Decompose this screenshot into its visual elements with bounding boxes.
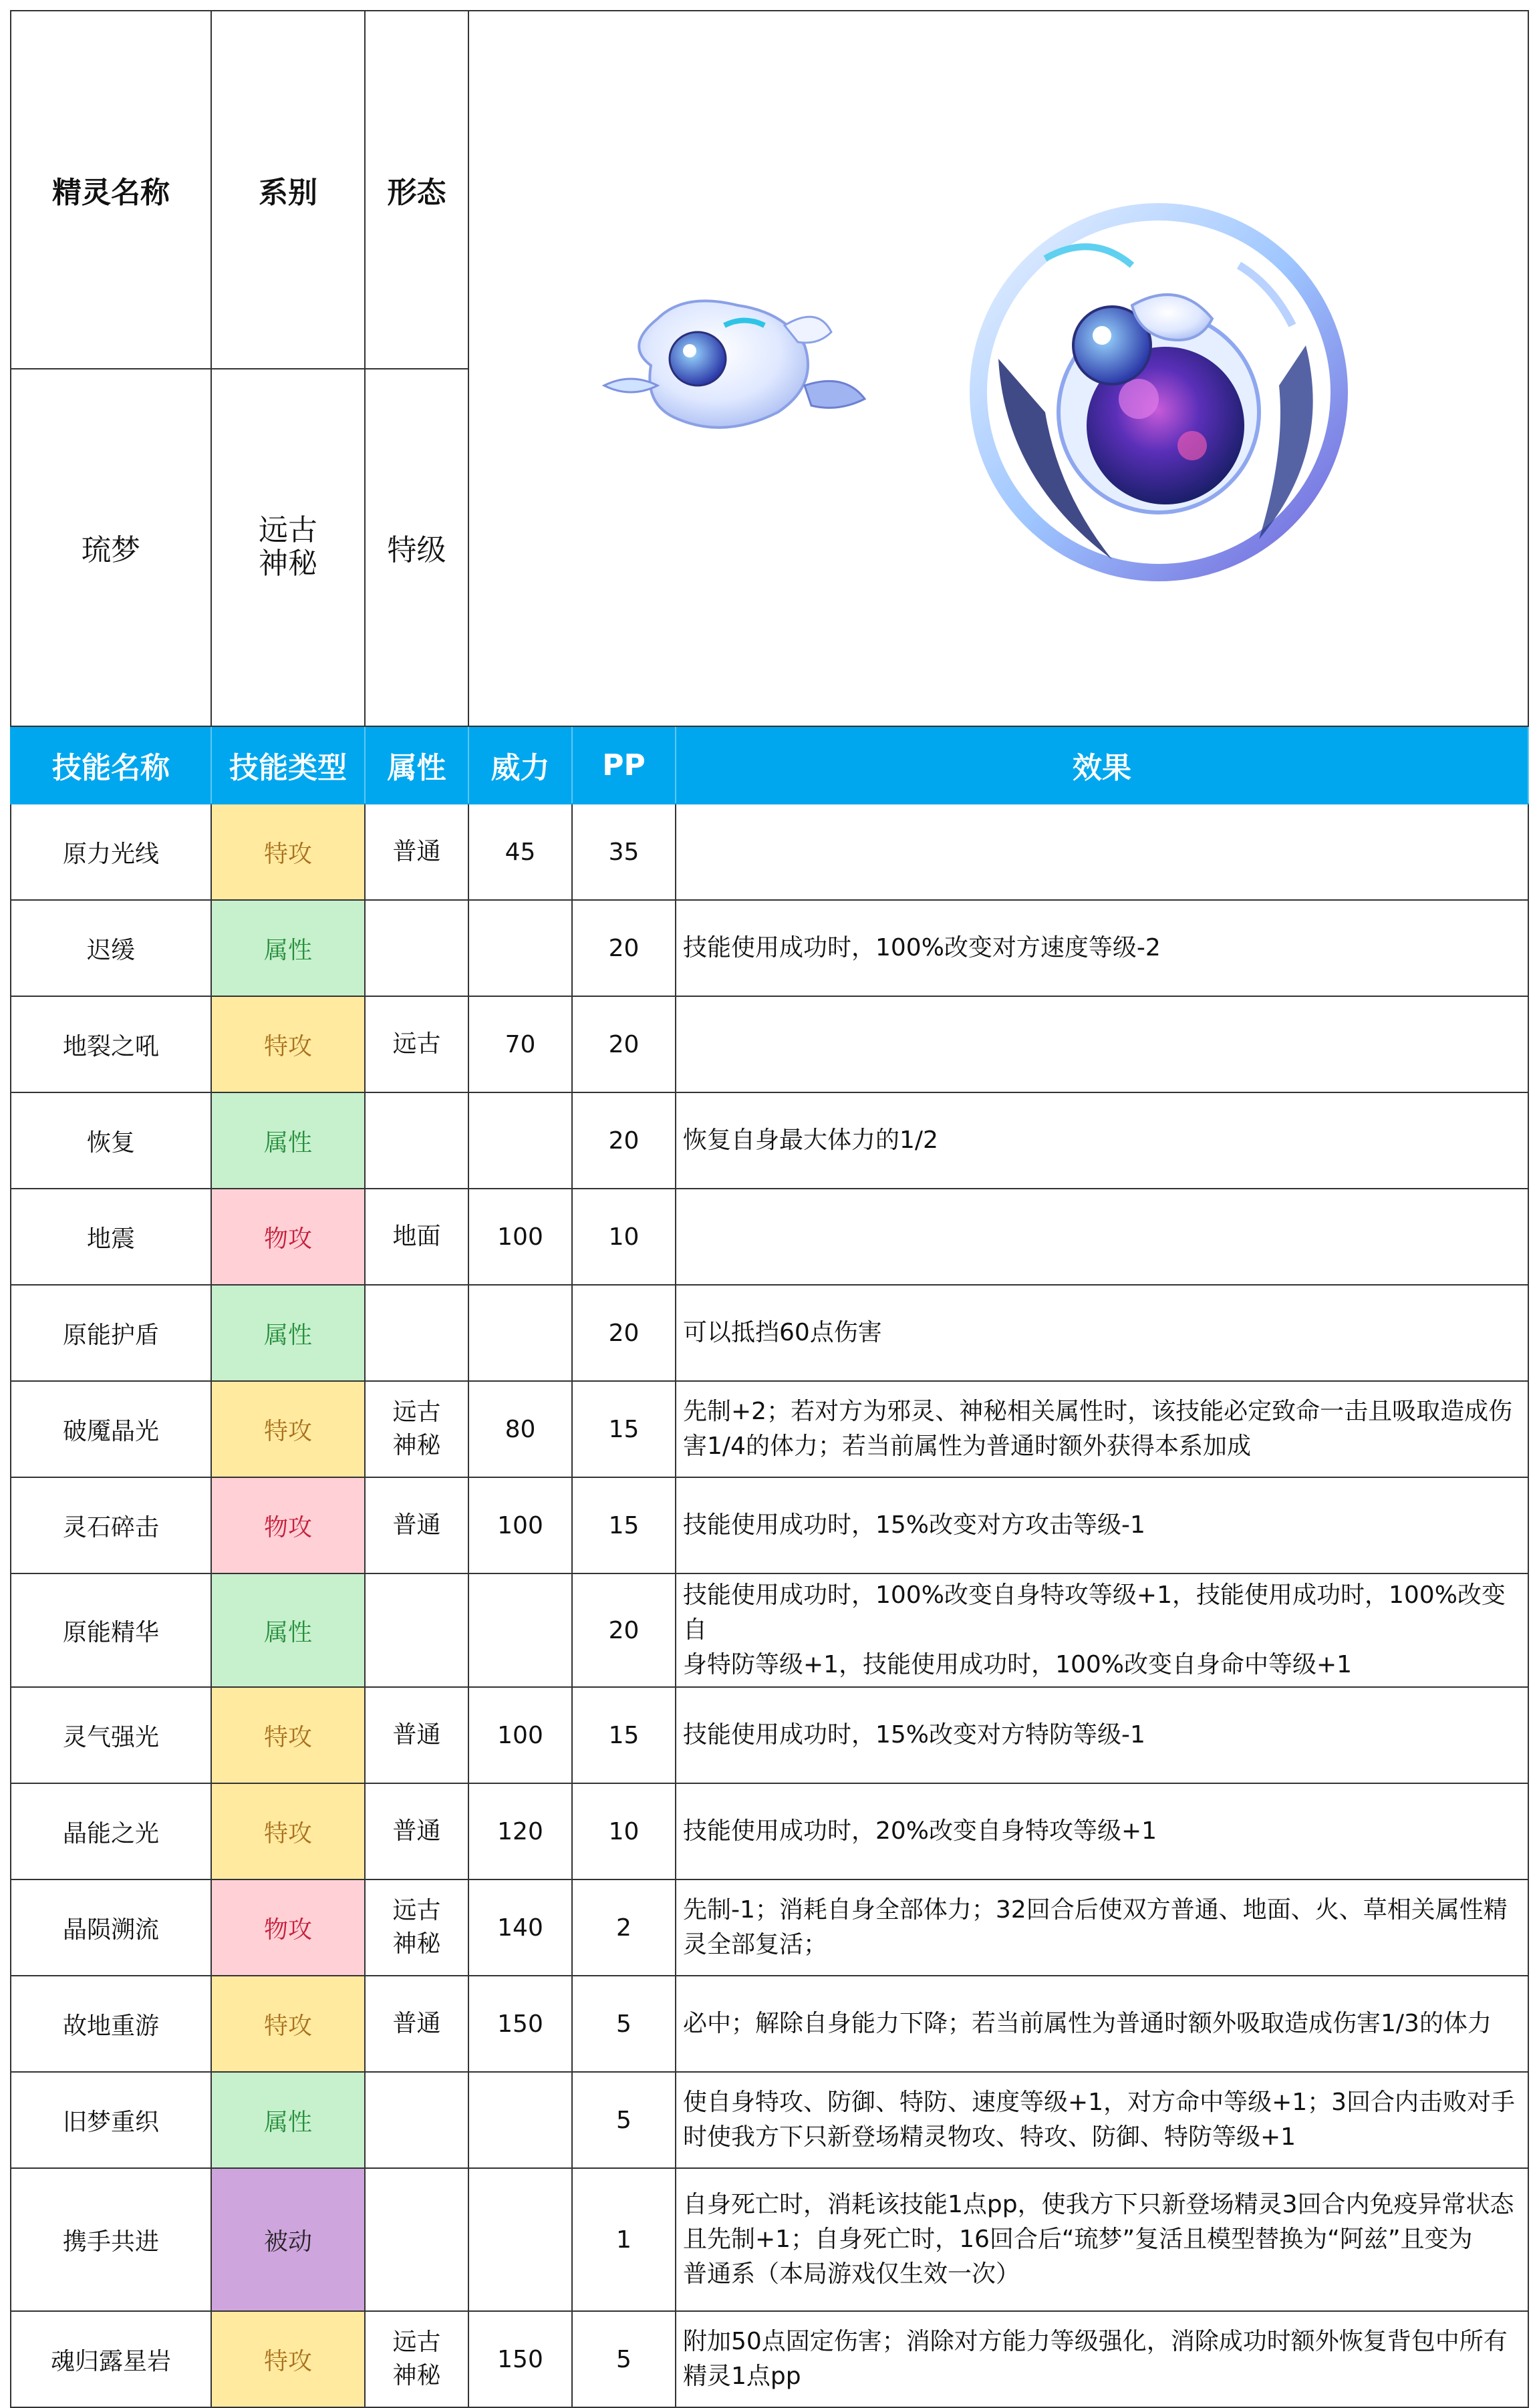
skill-name: 破魇晶光	[11, 1381, 211, 1477]
skill-name: 灵气强光	[11, 1687, 211, 1783]
skill-attr-1: 地面	[392, 1223, 441, 1250]
skill-attr-2: 神秘	[392, 1930, 441, 1958]
series-line-2: 神秘	[259, 547, 317, 581]
skill-power	[468, 2168, 572, 2311]
skill-effect	[676, 996, 1528, 1092]
header-sprite-name: 精灵名称	[11, 11, 211, 369]
skill-row	[11, 1092, 1528, 1189]
skill-power: 80	[468, 1381, 572, 1477]
skill-type: 被动	[211, 2168, 365, 2311]
skill-attr	[365, 2168, 468, 2311]
skill-effect-line-1: 技能使用成功时，100%改变对方速度等级-2	[683, 934, 1161, 961]
skill-effect	[676, 1285, 1528, 1381]
skill-row	[11, 900, 1528, 996]
skill-power: 45	[468, 804, 572, 900]
skill-name: 晶能之光	[11, 1783, 211, 1879]
skill-row	[11, 1687, 1528, 1783]
skill-row	[11, 1879, 1528, 1976]
skill-attr-1: 普通	[392, 1817, 441, 1845]
skill-attr	[365, 1092, 468, 1189]
skill-effect-line-1: 附加50点固定伤害；消除对方能力等级强化，消除成功时额外恢复背包中所有	[683, 2328, 1508, 2355]
skill-attr	[365, 1381, 468, 1477]
skill-attr-1: 普通	[392, 1721, 441, 1749]
skill-type: 属性	[211, 1573, 365, 1687]
skill-attr	[365, 996, 468, 1092]
skill-attr-1: 普通	[392, 838, 441, 865]
sprite-table	[10, 10, 1529, 2408]
sprite-name: 琉梦	[11, 369, 211, 727]
skill-power: 100	[468, 1189, 572, 1285]
large-creature-icon	[978, 212, 1339, 573]
skill-attr	[365, 1976, 468, 2072]
skill-type: 特攻	[211, 804, 365, 900]
skill-effect	[676, 1477, 1528, 1573]
skill-attr-1: 远古	[392, 1030, 441, 1058]
skill-header-effect: 效果	[676, 726, 1528, 804]
skill-effect	[676, 1092, 1528, 1189]
skill-name: 迟缓	[11, 900, 211, 996]
skill-attr-1: 远古	[392, 2328, 441, 2356]
skill-pp: 5	[572, 1976, 676, 2072]
skill-effect	[676, 2168, 1528, 2311]
skill-power	[468, 2072, 572, 2168]
skill-header-attr: 属性	[365, 726, 468, 804]
skill-attr	[365, 1189, 468, 1285]
skill-effect-line-1: 先制-1；消耗自身全部体力；32回合后使双方普通、地面、火、草相关属性精	[683, 1896, 1508, 1924]
skill-effect-line-3: 普通系（本局游戏仅生效一次）	[683, 2260, 1020, 2288]
skill-pp: 20	[572, 1092, 676, 1189]
skill-power	[468, 900, 572, 996]
skill-effect-line-1: 先制+2；若对方为邪灵、神秘相关属性时，该技能必定致命一击且吸取造成伤	[683, 1398, 1513, 1425]
skill-row	[11, 1381, 1528, 1477]
skill-effect-line-1: 自身死亡时，消耗该技能1点pp，使我方下只新登场精灵3回合内免疫异常状态	[683, 2191, 1514, 2218]
skill-power: 100	[468, 1477, 572, 1573]
skill-type: 特攻	[211, 1783, 365, 1879]
skill-type: 特攻	[211, 1381, 365, 1477]
skill-type: 特攻	[211, 1687, 365, 1783]
skill-effect	[676, 1687, 1528, 1783]
skill-row	[11, 1783, 1528, 1879]
series-line-1: 远古	[259, 513, 317, 548]
skill-header-pp: PP	[572, 726, 676, 804]
skill-name: 地裂之吼	[11, 996, 211, 1092]
skill-type: 属性	[211, 900, 365, 996]
skill-type: 物攻	[211, 1879, 365, 1976]
skill-name: 原能护盾	[11, 1285, 211, 1381]
skill-effect	[676, 1381, 1528, 1477]
skill-name: 旧梦重织	[11, 2072, 211, 2168]
skill-attr-1: 远古	[392, 1398, 441, 1426]
skill-pp: 5	[572, 2311, 676, 2407]
skill-effect	[676, 2311, 1528, 2407]
skill-effect	[676, 900, 1528, 996]
skill-pp: 15	[572, 1381, 676, 1477]
skill-name: 原力光线	[11, 804, 211, 900]
skill-power	[468, 1573, 572, 1687]
skill-name: 魂归露星岩	[11, 2311, 211, 2407]
skill-type: 物攻	[211, 1477, 365, 1573]
sprite-art-cell	[468, 11, 1528, 726]
skill-row	[11, 2168, 1528, 2311]
sprite-series	[211, 369, 365, 727]
skill-attr	[365, 804, 468, 900]
skill-power: 140	[468, 1879, 572, 1976]
skill-effect-line-2: 灵全部复活；	[683, 1931, 828, 1958]
skill-pp: 1	[572, 2168, 676, 2311]
skill-type: 特攻	[211, 996, 365, 1092]
skill-effect	[676, 1976, 1528, 2072]
skill-effect	[676, 1573, 1528, 1687]
skill-effect-line-1: 技能使用成功时，15%改变对方攻击等级-1	[683, 1511, 1145, 1539]
skill-pp: 2	[572, 1879, 676, 1976]
skill-effect-line-2: 精灵1点pp	[683, 2363, 801, 2390]
skill-name: 原能精华	[11, 1573, 211, 1687]
skill-effect-line-2: 时使我方下只新登场精灵物攻、特攻、防御、特防等级+1	[683, 2123, 1296, 2151]
header-form: 形态	[365, 11, 468, 369]
skill-name: 晶陨溯流	[11, 1879, 211, 1976]
skill-effect	[676, 1879, 1528, 1976]
skill-effect-line-1: 使自身特攻、防御、特防、速度等级+1，对方命中等级+1；3回合内击败对手	[683, 2089, 1516, 2116]
header-series: 系别	[211, 11, 365, 369]
skill-effect-line-2: 身特防等级+1，技能使用成功时，100%改变自身命中等级+1	[683, 1651, 1353, 1678]
skill-effect-line-1: 必中；解除自身能力下降；若当前属性为普通时额外吸取造成伤害1/3的体力	[683, 2010, 1492, 2037]
skill-sheet	[10, 10, 1528, 2390]
skill-attr	[365, 1783, 468, 1879]
skill-row	[11, 1573, 1528, 1687]
skill-attr	[365, 1879, 468, 1976]
skill-name: 地震	[11, 1189, 211, 1285]
skill-attr-2: 神秘	[392, 1432, 441, 1459]
skill-row	[11, 1189, 1528, 1285]
skill-pp: 15	[572, 1687, 676, 1783]
skill-type: 属性	[211, 1285, 365, 1381]
skill-attr-1: 普通	[392, 1511, 441, 1539]
skill-header-power: 威力	[468, 726, 572, 804]
skill-attr	[365, 2072, 468, 2168]
skill-type: 特攻	[211, 1976, 365, 2072]
skill-effect	[676, 804, 1528, 900]
skill-attr	[365, 1285, 468, 1381]
skill-name: 携手共进	[11, 2168, 211, 2311]
skill-power: 150	[468, 1976, 572, 2072]
skill-type: 物攻	[211, 1189, 365, 1285]
skill-attr	[365, 2311, 468, 2407]
skill-power: 70	[468, 996, 572, 1092]
skill-name: 故地重游	[11, 1976, 211, 2072]
skill-power	[468, 1285, 572, 1381]
skill-row	[11, 2311, 1528, 2407]
skill-power: 150	[468, 2311, 572, 2407]
skill-pp: 10	[572, 1783, 676, 1879]
skill-attr	[365, 900, 468, 996]
skill-pp: 15	[572, 1477, 676, 1573]
skill-type: 特攻	[211, 2311, 365, 2407]
skill-row	[11, 804, 1528, 900]
skill-effect-line-2: 且先制+1；自身死亡时，16回合后“琉梦”复活且模型替换为“阿兹”且变为	[683, 2226, 1473, 2253]
skill-power: 100	[468, 1687, 572, 1783]
skill-power	[468, 1092, 572, 1189]
skill-effect-line-1: 技能使用成功时，100%改变自身特攻等级+1，技能使用成功时，100%改变自	[683, 1582, 1506, 1644]
skill-row	[11, 1285, 1528, 1381]
skill-row	[11, 1976, 1528, 2072]
skill-row	[11, 996, 1528, 1092]
skill-pp: 20	[572, 900, 676, 996]
skill-header-name: 技能名称	[11, 726, 211, 804]
skill-row	[11, 2072, 1528, 2168]
skill-header-type: 技能类型	[211, 726, 365, 804]
skill-attr-2: 神秘	[392, 2362, 441, 2389]
skill-pp: 5	[572, 2072, 676, 2168]
skill-attr	[365, 1687, 468, 1783]
skill-effect-line-1: 技能使用成功时，20%改变自身特攻等级+1	[683, 1817, 1157, 1845]
skill-effect-line-1: 恢复自身最大体力的1/2	[683, 1126, 938, 1154]
skill-type: 属性	[211, 1092, 365, 1189]
small-creature-icon	[604, 301, 865, 428]
skill-effect	[676, 1189, 1528, 1285]
sprite-artwork	[470, 11, 1526, 718]
skill-effect	[676, 1783, 1528, 1879]
skill-effect-line-1: 技能使用成功时，15%改变对方特防等级-1	[683, 1721, 1145, 1749]
skill-pp: 20	[572, 1573, 676, 1687]
skill-list	[11, 804, 1528, 2407]
skill-attr	[365, 1573, 468, 1687]
skill-pp: 20	[572, 1285, 676, 1381]
skill-attr	[365, 1477, 468, 1573]
skill-row	[11, 1477, 1528, 1573]
skill-attr-1: 普通	[392, 2010, 441, 2037]
skill-effect	[676, 2072, 1528, 2168]
skill-pp: 10	[572, 1189, 676, 1285]
skill-name: 灵石碎击	[11, 1477, 211, 1573]
skill-attr-1: 远古	[392, 1897, 441, 1924]
skill-pp: 35	[572, 804, 676, 900]
skill-type: 属性	[211, 2072, 365, 2168]
skill-name: 恢复	[11, 1092, 211, 1189]
skill-power: 120	[468, 1783, 572, 1879]
skill-pp: 20	[572, 996, 676, 1092]
skill-effect-line-1: 可以抵挡60点伤害	[683, 1319, 882, 1346]
skill-effect-line-2: 害1/4的体力；若当前属性为普通时额外获得本系加成	[683, 1433, 1251, 1460]
sprite-form: 特级	[365, 369, 468, 727]
